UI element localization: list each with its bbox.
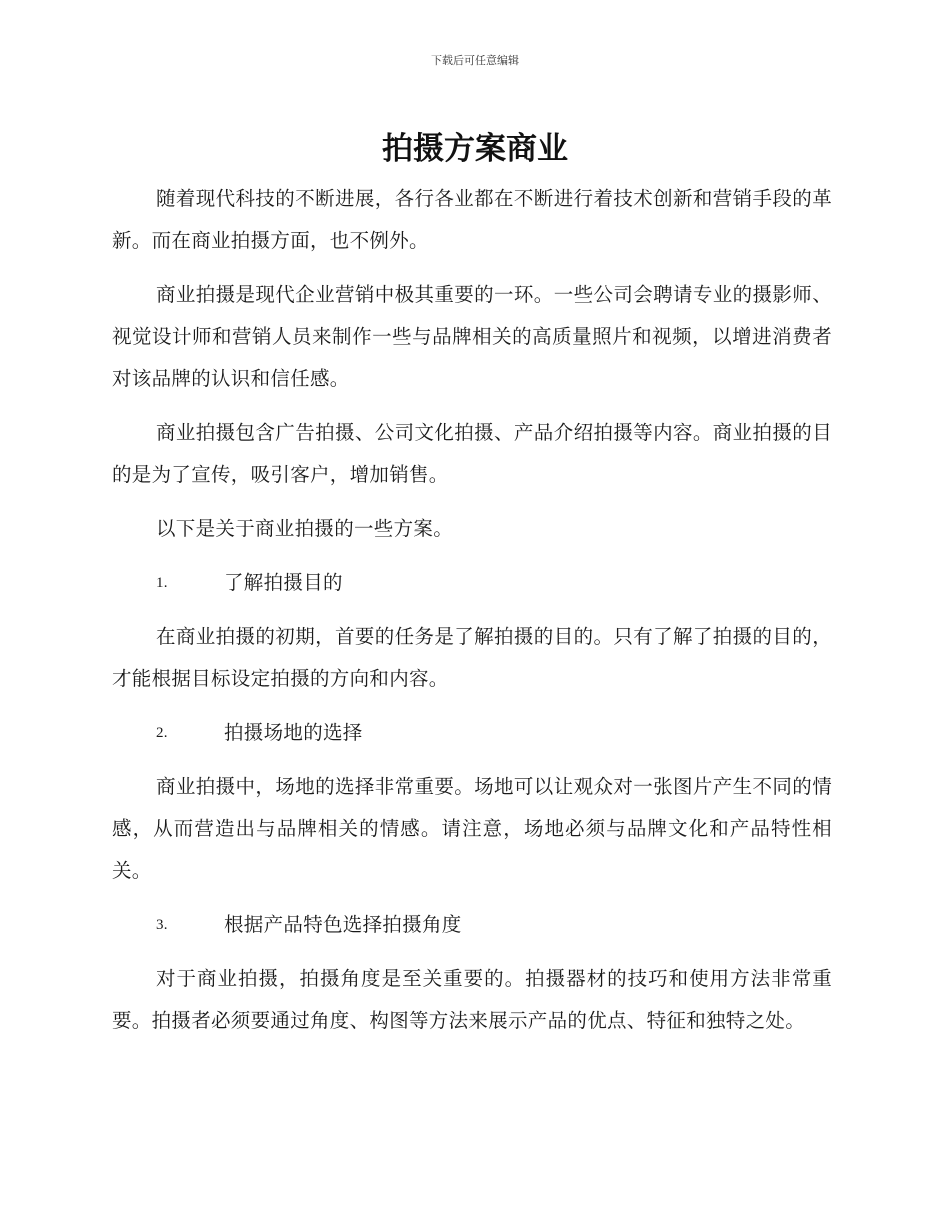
section-heading-text: 根据产品特色选择拍摄角度: [224, 913, 462, 936]
section-number: 2.: [156, 725, 168, 741]
section-heading-text: 了解拍摄目的: [224, 571, 343, 594]
section-paragraph: 在商业拍摄的初期，首要的任务是了解拍摄的目的。只有了解了拍摄的目的，才能根据目标设定拍摄的方向和内容。: [112, 625, 832, 690]
document-body: [112, 178, 832, 1042]
section-heading: [112, 562, 832, 604]
document-title: 拍摄方案商业: [382, 131, 568, 167]
paragraph: 以下是关于商业拍摄的一些方案。: [156, 517, 454, 540]
section-heading: [112, 712, 832, 754]
paragraph: 商业拍摄包含广告拍摄、公司文化拍摄、产品介绍拍摄等内容。商业拍摄的目的是为了宣传，吸引客户，增加销售。: [112, 421, 832, 486]
section-heading-text: 拍摄场地的选择: [224, 721, 363, 744]
section-paragraph: 对于商业拍摄，拍摄角度是至关重要的。拍摄器材的技巧和使用方法非常重要。拍摄者必须要通过角度、构图等方法来展示产品的优点、特征和独特之处。: [112, 967, 832, 1032]
section-number: 3.: [156, 917, 168, 933]
intro-paragraph: 随着现代科技的不断进展，各行各业都在不断进行着技术创新和营销手段的革新。而在商业拍摄方面，也不例外。: [112, 187, 832, 252]
paragraph: 商业拍摄是现代企业营销中极其重要的一环。一些公司会聘请专业的摄影师、视觉设计师和营销人员来制作一些与品牌相关的高质量照片和视频，以增进消费者对该品牌的认识和信任感。: [112, 283, 832, 390]
page-header-note: 下载后可任意编辑: [431, 54, 519, 67]
section-heading: [112, 904, 832, 946]
section-paragraph: 商业拍摄中，场地的选择非常重要。场地可以让观众对一张图片产生不同的情感，从而营造出与品牌相关的情感。请注意，场地必须与品牌文化和产品特性相关。: [112, 775, 832, 882]
section-number: 1.: [156, 575, 168, 591]
